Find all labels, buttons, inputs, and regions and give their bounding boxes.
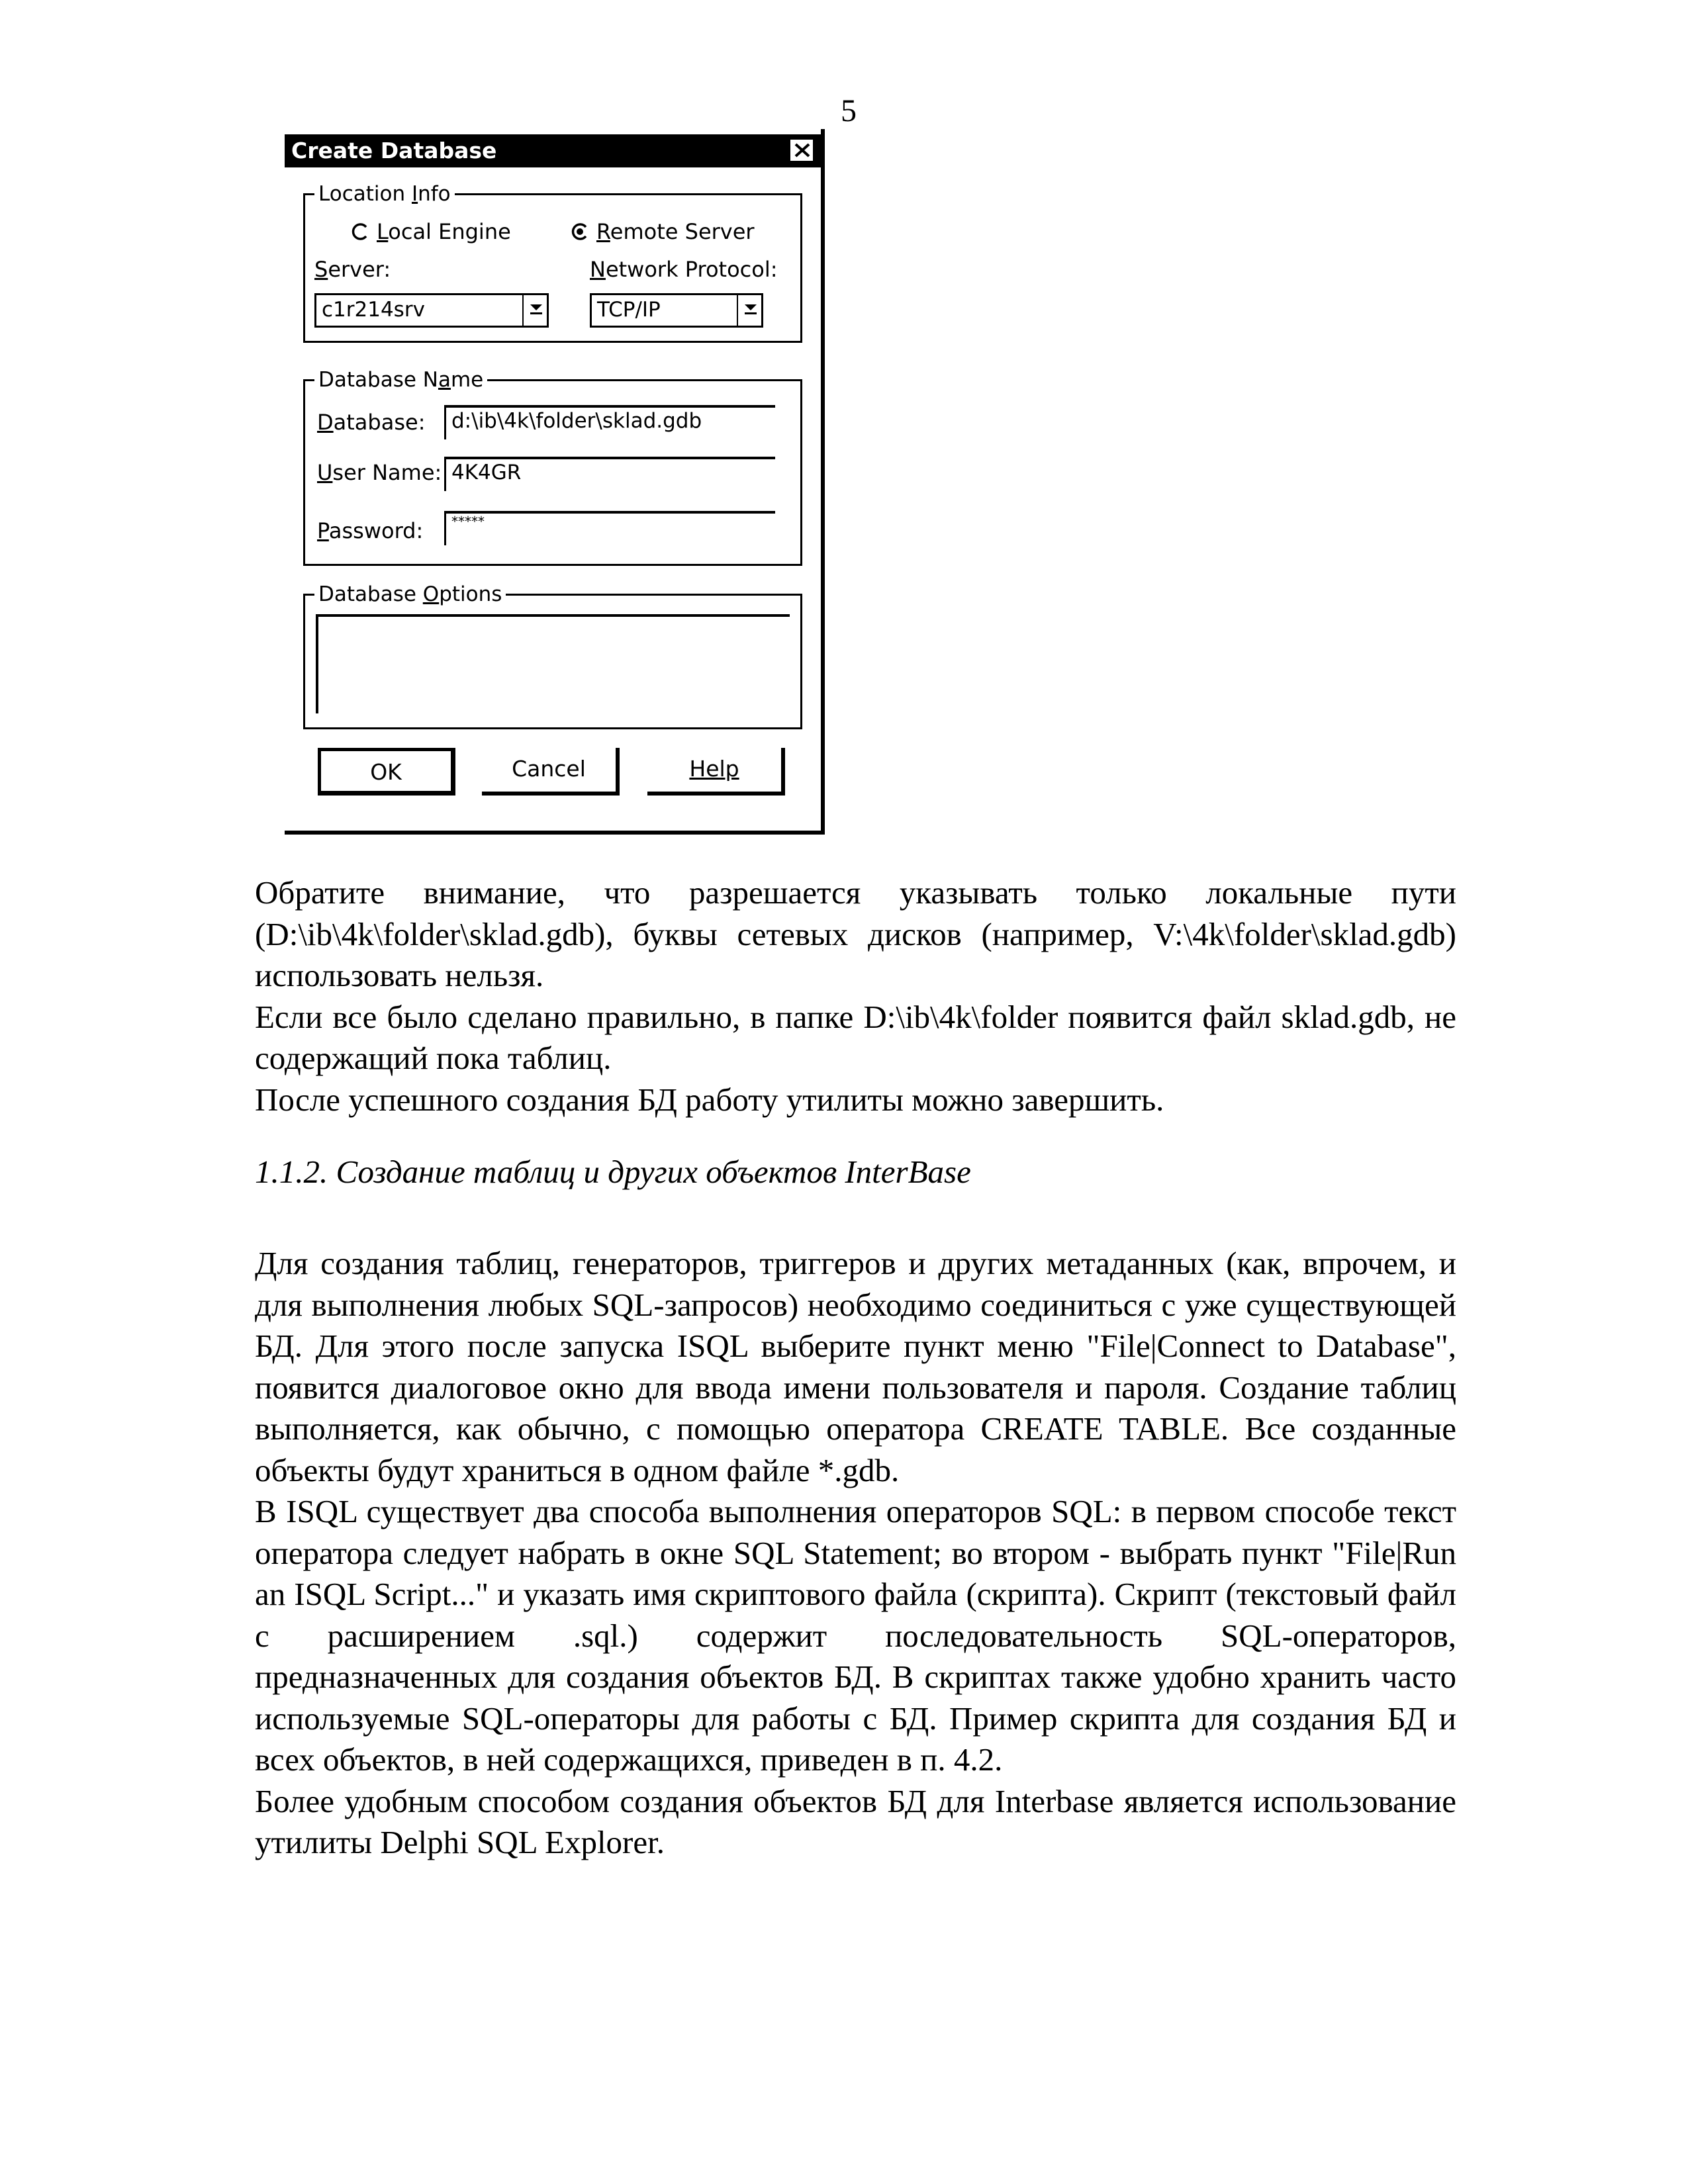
local-engine-radio[interactable]: Local Engine bbox=[352, 219, 511, 244]
database-name-legend: Database Name bbox=[314, 365, 487, 394]
radio-unselected-icon bbox=[352, 223, 369, 240]
cancel-button[interactable]: Cancel bbox=[482, 748, 620, 796]
paragraph: Для создания таблиц, генераторов, триггеров и других метаданных (как, впрочем, и для выполнения любых SQL-запросов) необходимо соединиться с уже существующей БД. Для этого после запуска ISQL выберите пункт меню "File|Connect to Database", появится диалоговое окно для ввода имени пользователя и пароля. Создание таблиц выполняется, как обычно, с помощью оператора CREATE TABLE. Все созданные объекты будут храниться в одном файле *.gdb. bbox=[255, 1245, 1456, 1488]
protocol-dropdown-button[interactable] bbox=[737, 295, 763, 326]
database-input[interactable] bbox=[444, 405, 775, 439]
chevron-down-icon bbox=[529, 303, 543, 315]
page-number: 5 bbox=[841, 93, 857, 128]
radio-selected-icon bbox=[571, 223, 588, 240]
paragraph: Если все было сделано правильно, в папке D:\ib\4k\folder появится файл sklad.gdb, не содержащий пока таблиц. bbox=[255, 998, 1456, 1076]
text-section-2 bbox=[255, 1243, 1456, 1864]
paragraph: В ISQL существует два способа выполнения операторов SQL: в первом способе текст оператора следует набрать в окне SQL Statement; во втором - выбрать пункт "File|Run an ISQL Script..." и указать имя скриптового файла (скрипта). Скрипт (текстовый файл с расширением .sql.) содержит последовательность SQL-операторов, предназначенных для создания объектов БД. В скриптах также удобно хранить часто используемые SQL-операторы для работы с БД. Пример скрипта для создания БД и всех объектов, в ней содержащихся, приведен в п. 4.2. bbox=[255, 1493, 1456, 1778]
database-value: d:\ib\4k\folder\sklad.gdb bbox=[451, 409, 702, 433]
user-name-value: 4K4GR bbox=[451, 461, 522, 484]
network-protocol-select[interactable] bbox=[590, 293, 763, 328]
text-section-1 bbox=[255, 872, 1456, 1120]
database-options-legend: Database Options bbox=[314, 580, 506, 609]
ok-button[interactable]: OK bbox=[318, 748, 455, 796]
database-options-textarea[interactable] bbox=[316, 614, 790, 713]
location-info-group bbox=[303, 182, 802, 343]
user-name-label: User Name: bbox=[317, 460, 442, 485]
location-info-legend: Location Info bbox=[314, 179, 455, 208]
create-database-dialog bbox=[285, 129, 825, 835]
server-select[interactable] bbox=[314, 293, 549, 328]
server-value: c1r214srv bbox=[322, 298, 425, 322]
close-icon bbox=[794, 143, 810, 158]
chevron-down-icon bbox=[743, 303, 758, 315]
server-dropdown-button[interactable] bbox=[522, 295, 549, 326]
server-label: Server: bbox=[314, 257, 391, 282]
paragraph: Обратите внимание, что разрешается указывать только локальные пути (D:\ib\4k\folder\sklad.gdb), буквы сетевых дисков (например, V:\4k\folder\sklad.gdb) использовать нельзя. bbox=[255, 874, 1456, 993]
user-name-input[interactable] bbox=[444, 457, 775, 491]
dialog-titlebar[interactable] bbox=[285, 134, 821, 167]
dialog-title: Create Database bbox=[291, 138, 497, 163]
database-label: Database: bbox=[317, 410, 426, 435]
password-input[interactable] bbox=[444, 511, 775, 545]
remote-server-radio[interactable]: Remote Server bbox=[571, 219, 755, 244]
network-protocol-label: Network Protocol: bbox=[590, 257, 778, 282]
paragraph: Более удобным способом создания объектов БД для Interbase является использование утилиты Delphi SQL Explorer. bbox=[255, 1782, 1456, 1860]
help-button[interactable]: Help bbox=[647, 748, 785, 796]
paragraph: После успешного создания БД работу утилиты можно завершить. bbox=[255, 1081, 1164, 1118]
password-label: Password: bbox=[317, 518, 424, 543]
close-button[interactable] bbox=[789, 138, 814, 162]
section-heading: 1.1.2. Создание таблиц и других объектов InterBase bbox=[255, 1154, 971, 1190]
database-name-group bbox=[303, 368, 802, 566]
network-protocol-value: TCP/IP bbox=[597, 298, 661, 322]
password-value: ***** bbox=[451, 514, 485, 529]
database-options-group bbox=[303, 582, 802, 729]
